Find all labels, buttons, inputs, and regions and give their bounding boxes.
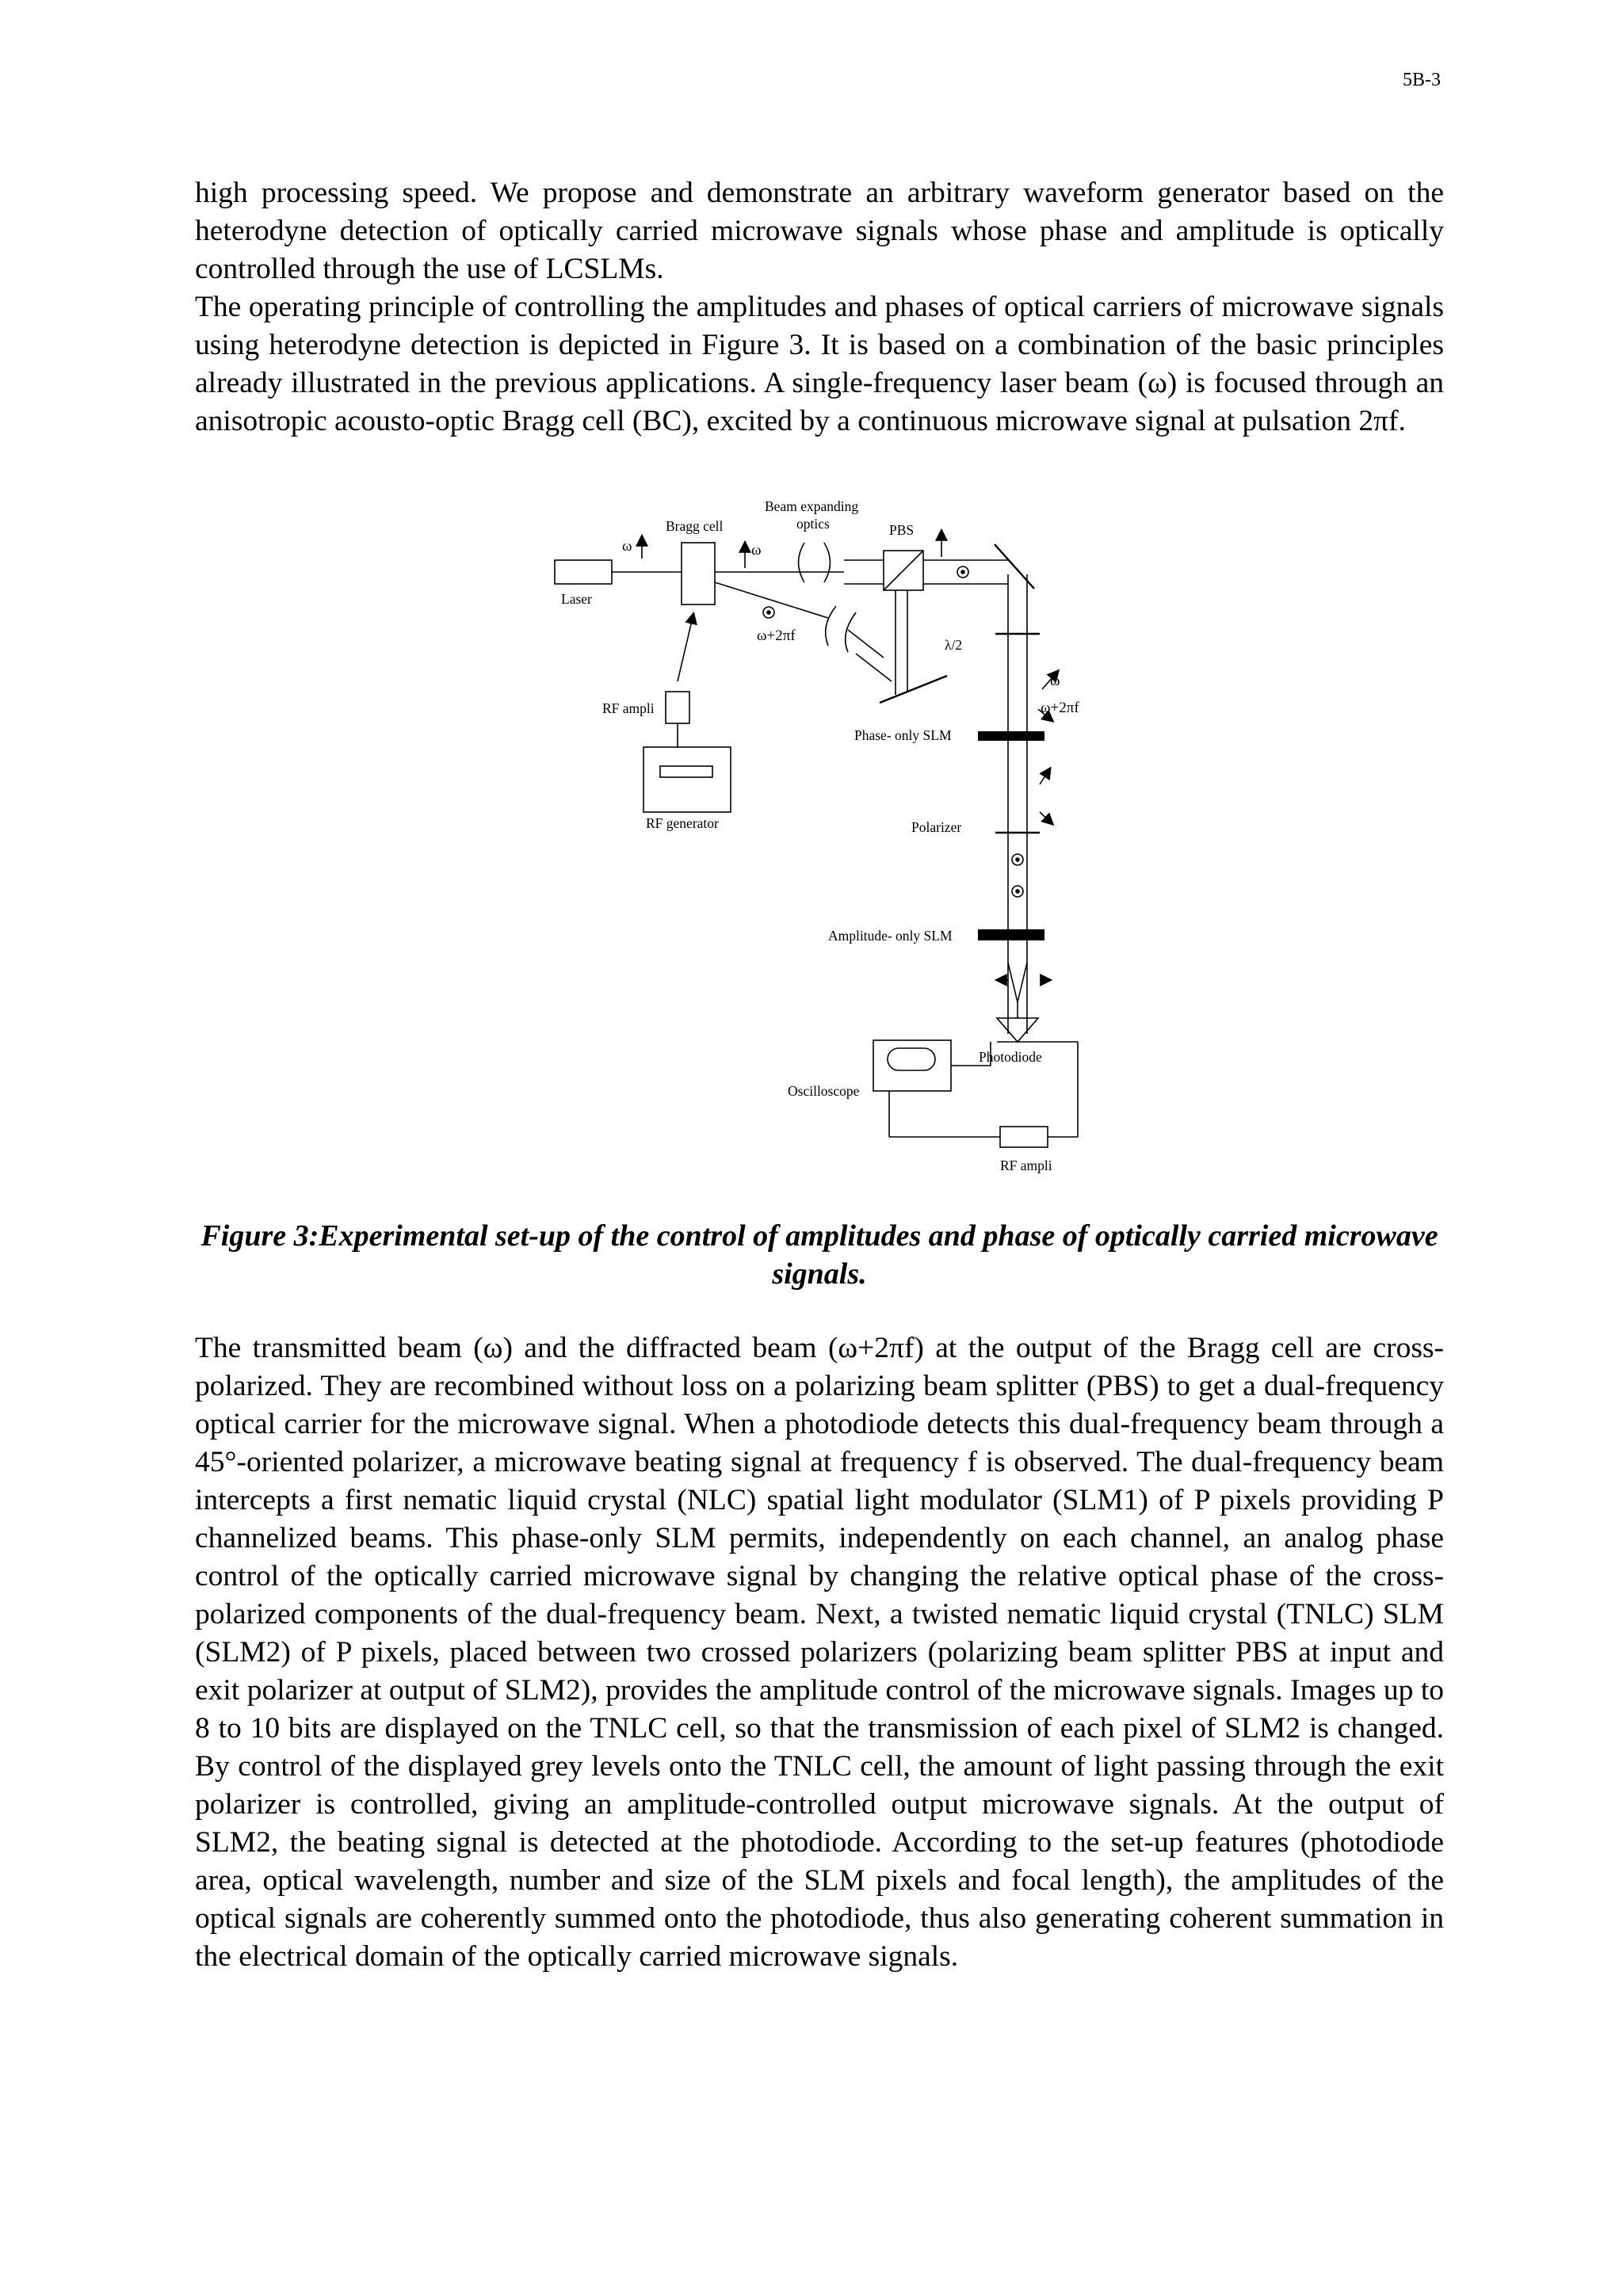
label-bragg-cell: Bragg cell: [666, 518, 724, 534]
rf-ampli-2-box: [1000, 1127, 1048, 1147]
label-rf-ampli: RF ampli: [602, 700, 655, 716]
label-polarizer: Polarizer: [911, 819, 962, 835]
beam-diffracted: [715, 582, 828, 618]
label-laser: Laser: [561, 591, 592, 607]
label-amplitude-slm: Amplitude- only SLM: [828, 928, 953, 944]
label-omega-right: ω: [1050, 673, 1060, 689]
paragraph-bottom: [195, 1329, 1444, 1976]
label-photodiode: Photodiode: [979, 1049, 1042, 1065]
label-beam-expanding-1: Beam expanding: [765, 498, 859, 514]
lens-1b: [824, 543, 831, 582]
oscilloscope-screen: [888, 1048, 935, 1070]
label-beam-expanding-2: optics: [796, 516, 830, 532]
amplitude-slm: [978, 929, 1044, 940]
paragraph-top-2: The operating principle of controlling the amplitudes and phases of optical carriers of microwave signals using heterodyne detection is depicted in Figure 3. It is based on a combination of the basic principles already illustrated in the previous applications. A single-frequency laser beam (ω) is focused through an anisotropic acousto-optic Bragg cell (BC), excited by a continuous microwave signal at pulsation 2πf.: [195, 291, 1444, 437]
label-oscilloscope: Oscilloscope: [788, 1083, 860, 1099]
page-number: 5B-3: [1403, 70, 1441, 90]
label-phase-slm: Phase- only SLM: [854, 727, 952, 743]
label-rf-generator: RF generator: [646, 815, 719, 831]
bragg-cell-box: [682, 543, 715, 605]
mirror-upper: [995, 544, 1034, 589]
label-rf-ampli-2: RF ampli: [1000, 1158, 1052, 1173]
rf-generator-display: [660, 766, 712, 777]
lens-1a: [799, 543, 805, 582]
paragraph-top-1: high processing speed. We propose and demonstrate an arbitrary waveform generator based on the heterodyne detection of optically carried microwave signals whose phase and amplitude is optically controlled through the use of LCSLMs.: [195, 177, 1444, 285]
label-omega-2: ω: [751, 542, 762, 559]
rf-ampli-box: [666, 692, 689, 723]
label-half-wave: λ/2: [945, 637, 963, 653]
figure-setup-diagram: [523, 495, 1125, 1192]
rf-generator-box: [643, 747, 731, 812]
photodiode-symbol: [997, 1018, 1038, 1042]
lens-2a: [826, 606, 836, 646]
label-omega-1: ω: [622, 538, 632, 555]
figure-caption: Figure 3:Experimental set-up of the control of amplitudes and phase of optically carried microwave signals.: [200, 1219, 1438, 1291]
laser-box: [555, 560, 612, 584]
label-omega-2pif-right: ω+2πf: [1041, 700, 1079, 716]
phase-slm: [978, 731, 1044, 741]
label-pbs: PBS: [889, 522, 915, 538]
paragraph-bottom-1: The transmitted beam (ω) and the diffracted beam (ω+2πf) at the output of the Bragg cell are cross-polarized. They are recombined without loss on a polarizing beam splitter (PBS) to get a dual-frequency optical carrier for the microwave signal. When a photodiode detects this dual-frequency beam through a 45°-oriented polarizer, a microwave beating signal at frequency f is observed. The dual-frequency beam intercepts a first nematic liquid crystal (NLC) spatial light modulator (SLM1) of P pixels providing P channelized beams. This phase-only SLM permits, independently on each channel, an analog phase control of the optically carried microwave signal by changing the relative optical phase of the cross-polarized components of the dual-frequency beam. Next, a twisted nematic liquid crystal (TNLC) SLM (SLM2) of P pixels, placed between two crossed polarizers (polarizing beam splitter PBS at input and exit polarizer at output of SLM2), provides the amplitude control of the microwave signals. Images up to 8 to 10 bits are displayed on the TNLC cell, so that the transmission of each pixel of SLM2 is changed. By control of the displayed grey levels onto the TNLC cell, the amount of light passing through the exit polarizer is controlled, giving an amplitude-controlled output microwave signals. At the output of SLM2, the beating signal is detected at the photodiode. According to the set-up features (photodiode area, optical wavelength, number and size of the SLM pixels and focal length), the amplitudes of the optical signals are coherently summed onto the photodiode, thus also generating coherent summation in the electrical domain of the optically carried microwave signals.: [195, 1332, 1444, 1973]
paragraph-top: [195, 174, 1444, 441]
rf-feed-line: [678, 614, 693, 681]
label-omega-2pif: ω+2πf: [757, 627, 796, 644]
